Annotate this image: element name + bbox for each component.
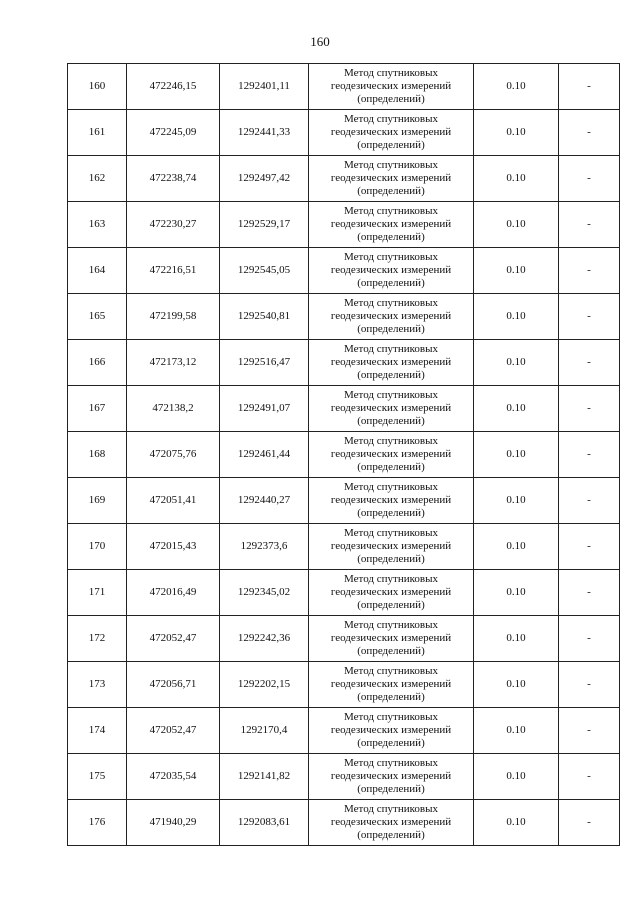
method-cell	[309, 570, 474, 616]
method-cell	[309, 754, 474, 800]
method-line: Метод спутниковых	[344, 67, 438, 79]
x-coordinate-cell: 472238,74	[127, 156, 220, 202]
table-row	[68, 432, 620, 478]
method-line: геодезических измерений	[330, 540, 452, 552]
x-coordinate-cell: 472051,41	[127, 478, 220, 524]
x-coordinate-cell: 472075,76	[127, 432, 220, 478]
method-line: Метод спутниковых	[344, 205, 438, 217]
method-cell	[309, 110, 474, 156]
accuracy-cell: 0.10	[474, 708, 559, 754]
x-coordinate-cell: 472199,58	[127, 294, 220, 340]
point-number-cell: 165	[68, 294, 127, 340]
y-coordinate-cell: 1292545,05	[220, 248, 309, 294]
method-line: геодезических измерений	[330, 724, 452, 736]
method-line: (определений)	[357, 369, 425, 381]
method-line: Метод спутниковых	[344, 159, 438, 171]
x-coordinate-cell: 472016,49	[127, 570, 220, 616]
method-line: (определений)	[357, 691, 425, 703]
method-cell	[309, 64, 474, 110]
method-line: (определений)	[357, 783, 425, 795]
note-cell: -	[559, 432, 620, 478]
accuracy-cell: 0.10	[474, 202, 559, 248]
point-number-cell: 162	[68, 156, 127, 202]
note-cell: -	[559, 64, 620, 110]
method-line: Метод спутниковых	[344, 527, 438, 539]
method-line: (определений)	[357, 507, 425, 519]
accuracy-cell: 0.10	[474, 754, 559, 800]
method-line: Метод спутниковых	[344, 343, 438, 355]
accuracy-cell: 0.10	[474, 156, 559, 202]
method-line: (определений)	[357, 93, 425, 105]
method-line: (определений)	[357, 645, 425, 657]
page-number: 160	[310, 34, 330, 49]
method-line: Метод спутниковых	[344, 573, 438, 585]
method-cell	[309, 248, 474, 294]
x-coordinate-cell: 472052,47	[127, 616, 220, 662]
method-line: Метод спутниковых	[344, 665, 438, 677]
note-cell: -	[559, 478, 620, 524]
method-line: геодезических измерений	[330, 126, 452, 138]
method-line: (определений)	[357, 415, 425, 427]
note-cell: -	[559, 616, 620, 662]
table-row	[68, 800, 620, 846]
note-cell: -	[559, 294, 620, 340]
table-row	[68, 156, 620, 202]
method-line: геодезических измерений	[330, 632, 452, 644]
method-line: геодезических измерений	[330, 770, 452, 782]
point-number-cell: 176	[68, 800, 127, 846]
accuracy-cell: 0.10	[474, 386, 559, 432]
accuracy-cell: 0.10	[474, 340, 559, 386]
point-number-cell: 163	[68, 202, 127, 248]
method-line: (определений)	[357, 599, 425, 611]
method-line: (определений)	[357, 737, 425, 749]
accuracy-cell: 0.10	[474, 570, 559, 616]
x-coordinate-cell: 472056,71	[127, 662, 220, 708]
method-cell	[309, 202, 474, 248]
method-cell	[309, 800, 474, 846]
x-coordinate-cell: 472052,47	[127, 708, 220, 754]
method-cell	[309, 340, 474, 386]
method-line: геодезических измерений	[330, 678, 452, 690]
point-number-cell: 174	[68, 708, 127, 754]
point-number-cell: 175	[68, 754, 127, 800]
y-coordinate-cell: 1292083,61	[220, 800, 309, 846]
y-coordinate-cell: 1292461,44	[220, 432, 309, 478]
method-cell	[309, 616, 474, 662]
point-number-cell: 173	[68, 662, 127, 708]
method-line: Метод спутниковых	[344, 435, 438, 447]
accuracy-cell: 0.10	[474, 800, 559, 846]
accuracy-cell: 0.10	[474, 248, 559, 294]
table-row	[68, 340, 620, 386]
accuracy-cell: 0.10	[474, 432, 559, 478]
y-coordinate-cell: 1292401,11	[220, 64, 309, 110]
method-line: (определений)	[357, 185, 425, 197]
method-cell	[309, 524, 474, 570]
table-row	[68, 294, 620, 340]
method-line: Метод спутниковых	[344, 619, 438, 631]
x-coordinate-cell: 472245,09	[127, 110, 220, 156]
table-row	[68, 248, 620, 294]
x-coordinate-cell: 472246,15	[127, 64, 220, 110]
method-cell	[309, 432, 474, 478]
method-line: геодезических измерений	[330, 218, 452, 230]
note-cell: -	[559, 708, 620, 754]
method-line: геодезических измерений	[330, 264, 452, 276]
note-cell: -	[559, 110, 620, 156]
y-coordinate-cell: 1292540,81	[220, 294, 309, 340]
method-line: (определений)	[357, 139, 425, 151]
method-line: геодезических измерений	[330, 448, 452, 460]
note-cell: -	[559, 570, 620, 616]
table-row	[68, 64, 620, 110]
table-row	[68, 754, 620, 800]
method-line: (определений)	[357, 553, 425, 565]
method-line: Метод спутниковых	[344, 711, 438, 723]
method-line: (определений)	[357, 231, 425, 243]
note-cell: -	[559, 248, 620, 294]
method-line: (определений)	[357, 829, 425, 841]
note-cell: -	[559, 662, 620, 708]
method-line: геодезических измерений	[330, 172, 452, 184]
method-line: (определений)	[357, 461, 425, 473]
method-line: геодезических измерений	[330, 310, 452, 322]
accuracy-cell: 0.10	[474, 616, 559, 662]
accuracy-cell: 0.10	[474, 662, 559, 708]
accuracy-cell: 0.10	[474, 64, 559, 110]
point-number-cell: 171	[68, 570, 127, 616]
accuracy-cell: 0.10	[474, 110, 559, 156]
note-cell: -	[559, 754, 620, 800]
method-line: Метод спутниковых	[344, 757, 438, 769]
table-row	[68, 110, 620, 156]
x-coordinate-cell: 472035,54	[127, 754, 220, 800]
method-line: геодезических измерений	[330, 586, 452, 598]
method-line: геодезических измерений	[330, 494, 452, 506]
point-number-cell: 166	[68, 340, 127, 386]
method-line: (определений)	[357, 323, 425, 335]
method-cell	[309, 156, 474, 202]
point-number-cell: 160	[68, 64, 127, 110]
method-line: геодезических измерений	[330, 356, 452, 368]
y-coordinate-cell: 1292440,27	[220, 478, 309, 524]
table-row	[68, 386, 620, 432]
method-line: (определений)	[357, 277, 425, 289]
table-row	[68, 570, 620, 616]
method-line: Метод спутниковых	[344, 113, 438, 125]
x-coordinate-cell: 472138,2	[127, 386, 220, 432]
method-cell	[309, 708, 474, 754]
point-number-cell: 167	[68, 386, 127, 432]
y-coordinate-cell: 1292345,02	[220, 570, 309, 616]
y-coordinate-cell: 1292491,07	[220, 386, 309, 432]
accuracy-cell: 0.10	[474, 294, 559, 340]
table-row	[68, 524, 620, 570]
method-cell	[309, 478, 474, 524]
point-number-cell: 161	[68, 110, 127, 156]
x-coordinate-cell: 471940,29	[127, 800, 220, 846]
note-cell: -	[559, 386, 620, 432]
note-cell: -	[559, 202, 620, 248]
y-coordinate-cell: 1292170,4	[220, 708, 309, 754]
table-body	[68, 64, 620, 846]
y-coordinate-cell: 1292497,42	[220, 156, 309, 202]
method-line: Метод спутниковых	[344, 251, 438, 263]
method-line: Метод спутниковых	[344, 297, 438, 309]
coordinates-table	[67, 63, 620, 846]
note-cell: -	[559, 340, 620, 386]
point-number-cell: 170	[68, 524, 127, 570]
y-coordinate-cell: 1292141,82	[220, 754, 309, 800]
point-number-cell: 169	[68, 478, 127, 524]
table-row	[68, 478, 620, 524]
accuracy-cell: 0.10	[474, 524, 559, 570]
y-coordinate-cell: 1292529,17	[220, 202, 309, 248]
point-number-cell: 172	[68, 616, 127, 662]
x-coordinate-cell: 472216,51	[127, 248, 220, 294]
y-coordinate-cell: 1292242,36	[220, 616, 309, 662]
method-line: геодезических измерений	[330, 402, 452, 414]
note-cell: -	[559, 524, 620, 570]
y-coordinate-cell: 1292441,33	[220, 110, 309, 156]
accuracy-cell: 0.10	[474, 478, 559, 524]
table-row	[68, 662, 620, 708]
y-coordinate-cell: 1292373,6	[220, 524, 309, 570]
method-line: геодезических измерений	[330, 80, 452, 92]
table-row	[68, 708, 620, 754]
table-row	[68, 616, 620, 662]
point-number-cell: 168	[68, 432, 127, 478]
point-number-cell: 164	[68, 248, 127, 294]
method-cell	[309, 386, 474, 432]
y-coordinate-cell: 1292202,15	[220, 662, 309, 708]
y-coordinate-cell: 1292516,47	[220, 340, 309, 386]
method-line: Метод спутниковых	[344, 389, 438, 401]
x-coordinate-cell: 472173,12	[127, 340, 220, 386]
method-cell	[309, 662, 474, 708]
note-cell: -	[559, 800, 620, 846]
note-cell: -	[559, 156, 620, 202]
method-line: Метод спутниковых	[344, 481, 438, 493]
table-row	[68, 202, 620, 248]
method-cell	[309, 294, 474, 340]
method-line: Метод спутниковых	[344, 803, 438, 815]
x-coordinate-cell: 472015,43	[127, 524, 220, 570]
x-coordinate-cell: 472230,27	[127, 202, 220, 248]
method-line: геодезических измерений	[330, 816, 452, 828]
